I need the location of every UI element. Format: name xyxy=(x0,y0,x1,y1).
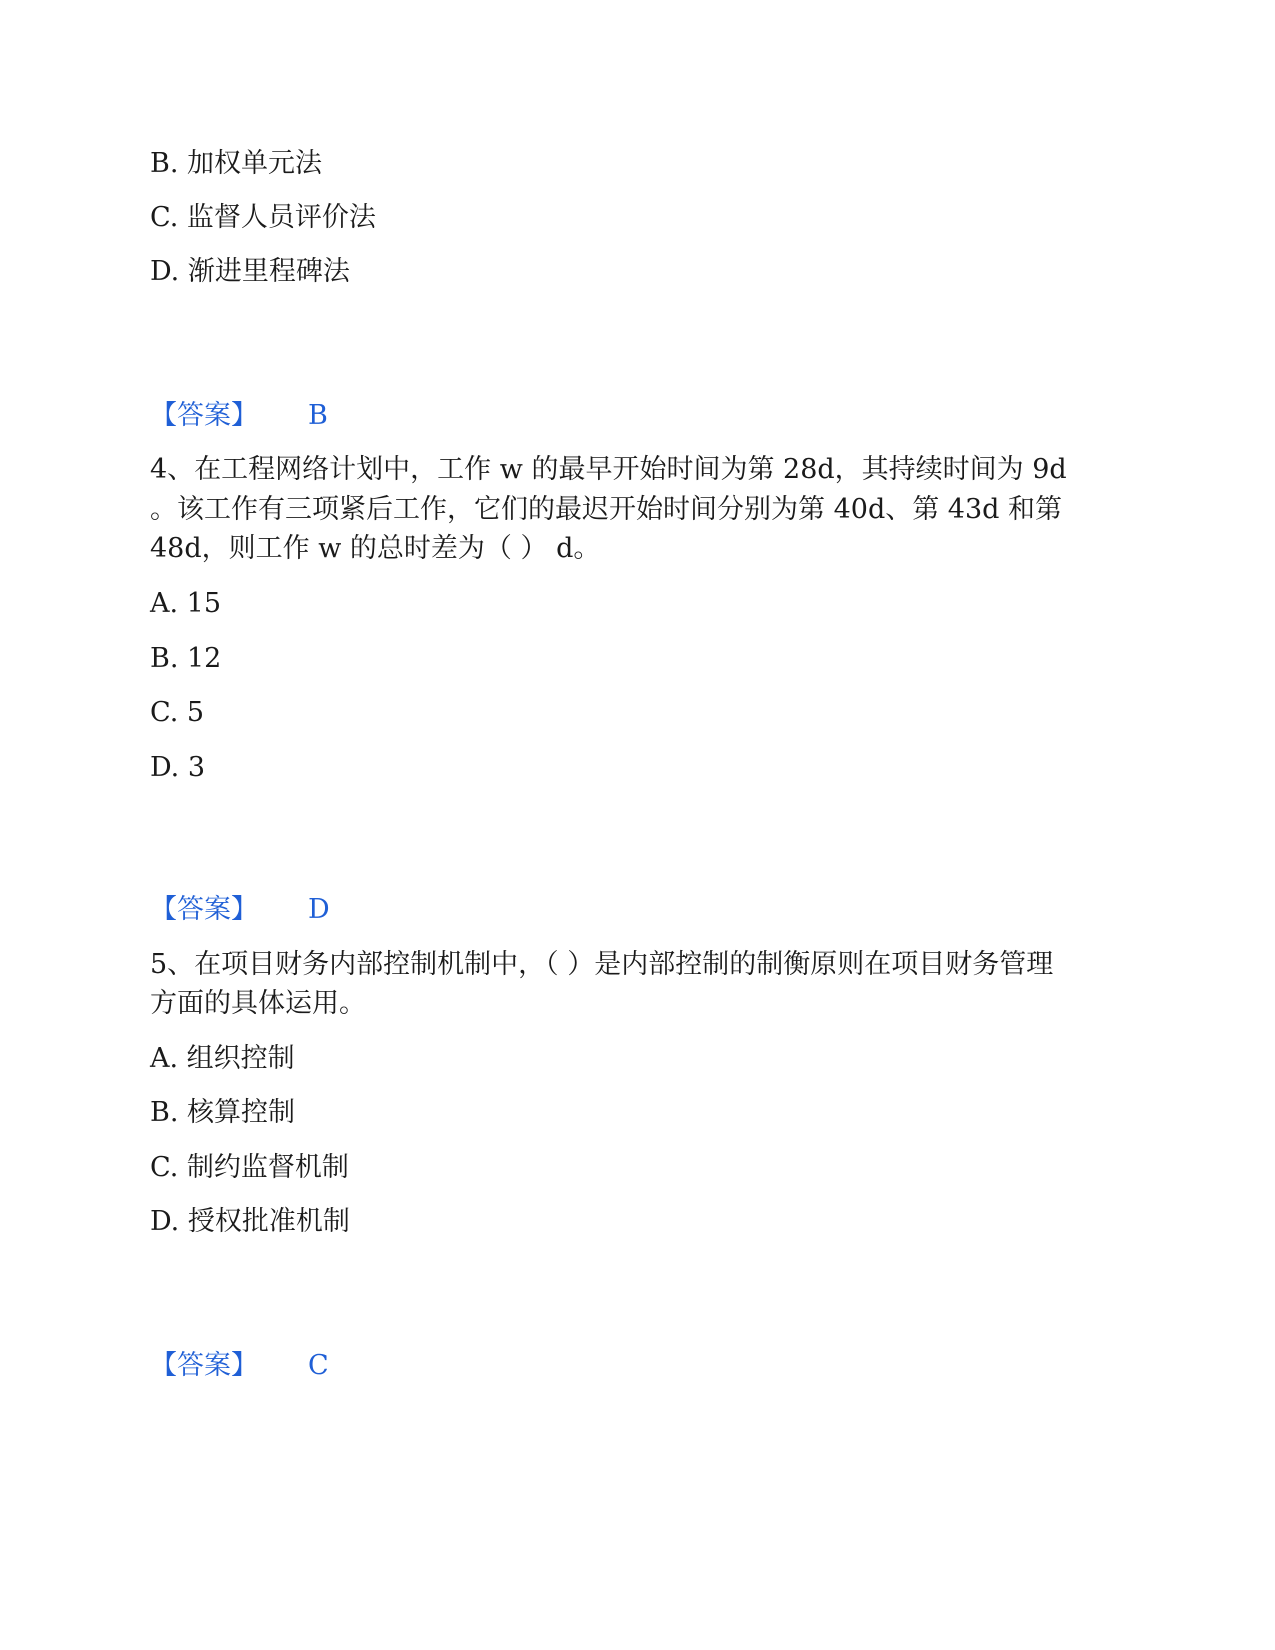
q5-option-d: D. 授权批准机制 xyxy=(150,1206,350,1237)
q3-answer-label: 【答案】 xyxy=(150,400,258,431)
q5-answer xyxy=(150,1350,329,1381)
q4-answer xyxy=(150,894,330,925)
q5-stem-line-2: 方面的具体运用。 xyxy=(150,988,366,1019)
q5-option-c: C. 制约监督机制 xyxy=(150,1152,349,1183)
q4-option-d: D. 3 xyxy=(150,752,206,783)
q3-answer xyxy=(150,400,328,431)
q5-answer-value: C xyxy=(308,1350,329,1381)
q5-answer-label: 【答案】 xyxy=(150,1350,258,1381)
q4-option-a: A. 15 xyxy=(150,588,222,619)
q3-option-d: D. 渐进里程碑法 xyxy=(150,256,350,287)
q3-answer-value: B xyxy=(308,400,328,431)
q4-option-b: B. 12 xyxy=(150,643,222,674)
q3-option-b: B. 加权单元法 xyxy=(150,148,323,179)
q4-option-c: C. 5 xyxy=(150,697,205,728)
q5-option-b: B. 核算控制 xyxy=(150,1097,296,1128)
q4-answer-value: D xyxy=(308,894,330,925)
q4-answer-label: 【答案】 xyxy=(150,894,258,925)
q4-stem-line-3: 48d，则工作 w 的总时差为（ ） d。 xyxy=(150,533,601,564)
q4-stem-line-2: 。该工作有三项紧后工作，它们的最迟开始时间分别为第 40d、第 43d 和第 xyxy=(150,494,1063,525)
q5-stem-line-1: 5、在项目财务内部控制机制中，（ ）是内部控制的制衡原则在项目财务管理 xyxy=(150,949,1054,980)
q4-stem-line-1: 4、在工程网络计划中，工作 w 的最早开始时间为第 28d，其持续时间为 9d xyxy=(150,454,1067,485)
q3-option-c: C. 监督人员评价法 xyxy=(150,202,376,233)
q5-option-a: A. 组织控制 xyxy=(150,1043,295,1074)
